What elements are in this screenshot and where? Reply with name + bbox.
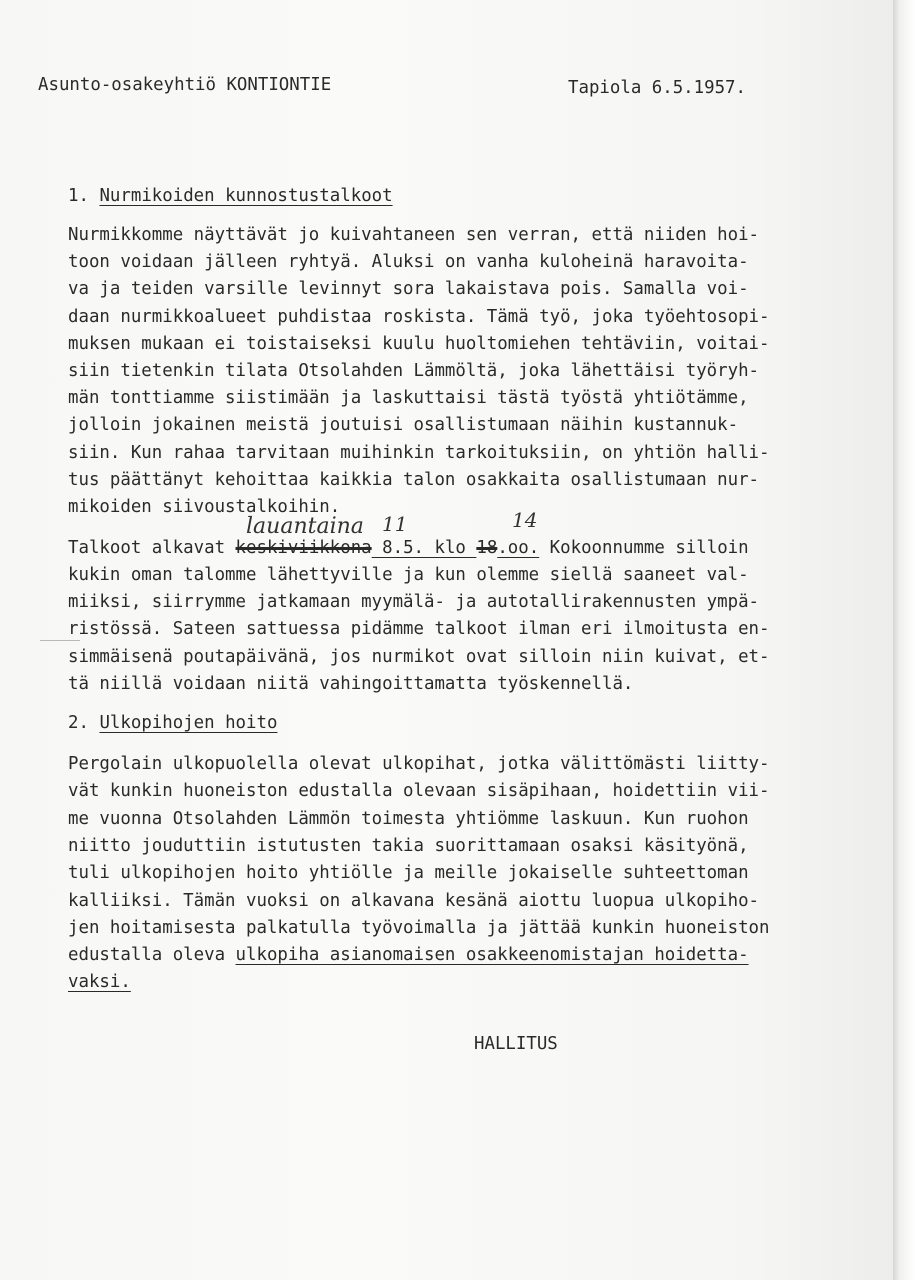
text-line: me vuonna Otsolahden Lämmön toimesta yhtiömme laskuun. Kun ruohon — [68, 808, 749, 829]
last-line-underlined: ulkopiha asianomaisen osakkeenomistajan hoidetta- — [235, 945, 749, 965]
section2-last-line — [68, 942, 749, 969]
text-line: va ja teiden varsille levinnyt sora lakaistava pois. Samalla voi- — [68, 279, 749, 300]
signature: HALLITUS — [474, 1034, 558, 1054]
handwritten-hour: 14 — [512, 508, 538, 532]
after-time: Kokoonnumme silloin — [539, 538, 749, 558]
text-line: muksen mukaan ei toistaiseksi kuulu huoltomiehen tehtäviin, voitai- — [68, 333, 770, 354]
text-line: Nurmikkomme näyttävät jo kuivahtaneen sen verran, että niiden hoi- — [68, 225, 760, 245]
section2-heading — [68, 710, 277, 737]
struck-hour: 18 — [476, 538, 498, 558]
time-end: .oo. — [497, 538, 540, 558]
text-line: simmäisenä poutapäivänä, jos nurmikot ovat silloin niin kuivat, et- — [68, 646, 770, 667]
text-line: jolloin jokainen meistä joutuisi osallistumaan näihin kustannuk- — [68, 415, 739, 436]
final-underlined-line — [68, 969, 131, 996]
section2-number: 2. — [68, 713, 89, 733]
section1-heading — [68, 183, 393, 210]
text-line: män tonttiamme siistimään ja laskuttaisi tästä työstä yhtiötämme, — [68, 388, 749, 409]
text-line: siin tietenkin tilata Otsolahden Lämmöltä, joka lähettäisi työryh- — [68, 361, 760, 381]
text-line: tus päättänyt kehoittaa kaikkia talon osakkaita osallistumaan nur- — [68, 469, 760, 490]
handwritten-date-mark: 11 — [382, 512, 408, 536]
margin-mark — [40, 640, 80, 641]
section2-title: Ulkopihojen hoito — [99, 713, 278, 733]
text-line: siin. Kun rahaa tarvitaan muihinkin tarkoituksiin, on yhtiön halli- — [68, 442, 770, 463]
talkoot-start: Talkoot alkavat — [68, 538, 236, 558]
text-line: vät kunkin huoneiston edustalla olevaan sisäpihaan, hoidettiin vii- — [68, 781, 770, 802]
last-line-plain: edustalla oleva — [68, 945, 236, 965]
struck-day: keskiviikkona — [235, 538, 372, 558]
text-line: mikoiden siivoustalkoihin. — [68, 497, 341, 517]
text-line: niitto jouduttiin istutusten takia suorittamaan osaksi käsityönä, — [68, 835, 749, 856]
text-line: ristössä. Sateen sattuessa pidämme talkoot ilman eri ilmoitusta en- — [68, 619, 770, 640]
section1-title: Nurmikoiden kunnostustalkoot — [99, 186, 393, 206]
text-line: toon voidaan jälleen ryhtyä. Aluksi on vanha kuloheinä haravoita- — [68, 252, 749, 273]
handwritten-day: lauantaina — [246, 514, 364, 539]
text-line: miiksi, siirrymme jatkamaan myymälä- ja autotallirakennusten ympä- — [68, 592, 760, 613]
text-line: daan nurmikkoalueet puhdistaa roskista. Tämä työ, joka työehtosopi- — [68, 306, 770, 327]
date-time: 8.5. klo — [371, 538, 477, 558]
text-line: kalliiksi. Tämän vuoksi on alkavana kesänä aiottu luopua ulkopiho- — [68, 890, 760, 911]
final-underlined: vaksi. — [68, 972, 131, 992]
section1-number: 1. — [68, 186, 89, 206]
text-line: jen hoitamisesta palkatulla työvoimalla ja jättää kunkin huoneiston — [68, 917, 770, 938]
text-line: Pergolain ulkopuolella olevat ulkopihat, jotka välittömästi liitty- — [68, 754, 770, 774]
text-line: kukin oman talomme lähettyville ja kun olemme siellä saaneet val- — [68, 565, 749, 585]
text-line: tuli ulkopihojen hoito yhtiölle ja meille jokaiselle suhteettoman — [68, 863, 749, 884]
talkoot-line — [68, 535, 749, 562]
place-date: Tapiola 6.5.1957. — [568, 78, 746, 98]
text-line: tä niillä voidaan niitä vahingoittamatta työskennellä. — [68, 673, 634, 694]
company-name: Asunto-osakeyhtiö KONTIONTIE — [38, 75, 332, 95]
page-edge — [893, 0, 915, 1280]
